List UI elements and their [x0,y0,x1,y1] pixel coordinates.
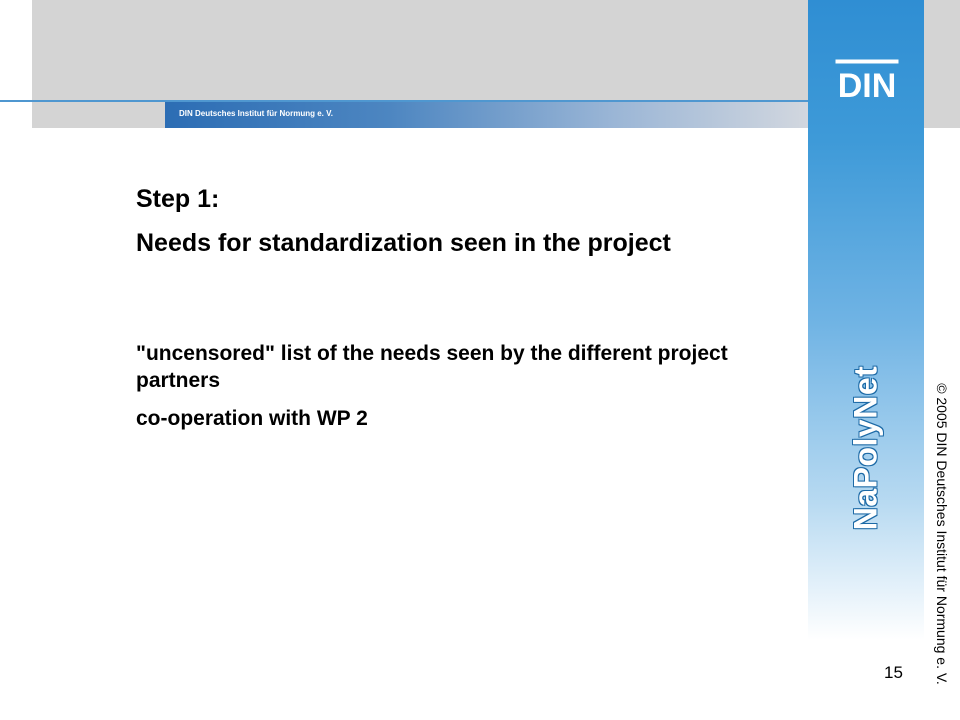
header-gray-strip [32,100,165,128]
copyright-notice: © 2005 DIN Deutsches Institut für Normung e. V. [934,383,950,685]
top-gray-band [32,0,808,100]
page-number: 15 [884,663,903,682]
organization-name: DIN Deutsches Institut für Normung e. V. [179,109,333,118]
din-logo-top-bar [836,60,899,64]
top-right-gray-block [924,0,960,128]
slide-subtitle: Needs for standardization seen in the project [136,229,671,257]
step-title: Step 1: [136,185,220,213]
slide-content [136,184,756,432]
napolynet-brand-text: NaPolyNet [847,365,884,531]
din-logo [834,58,900,102]
bullet-item: co-operation with WP 2 [136,406,368,430]
bullet-item: "uncensored" list of the needs seen by the different project partners [136,342,728,393]
din-logo-text: DIN [837,67,897,102]
